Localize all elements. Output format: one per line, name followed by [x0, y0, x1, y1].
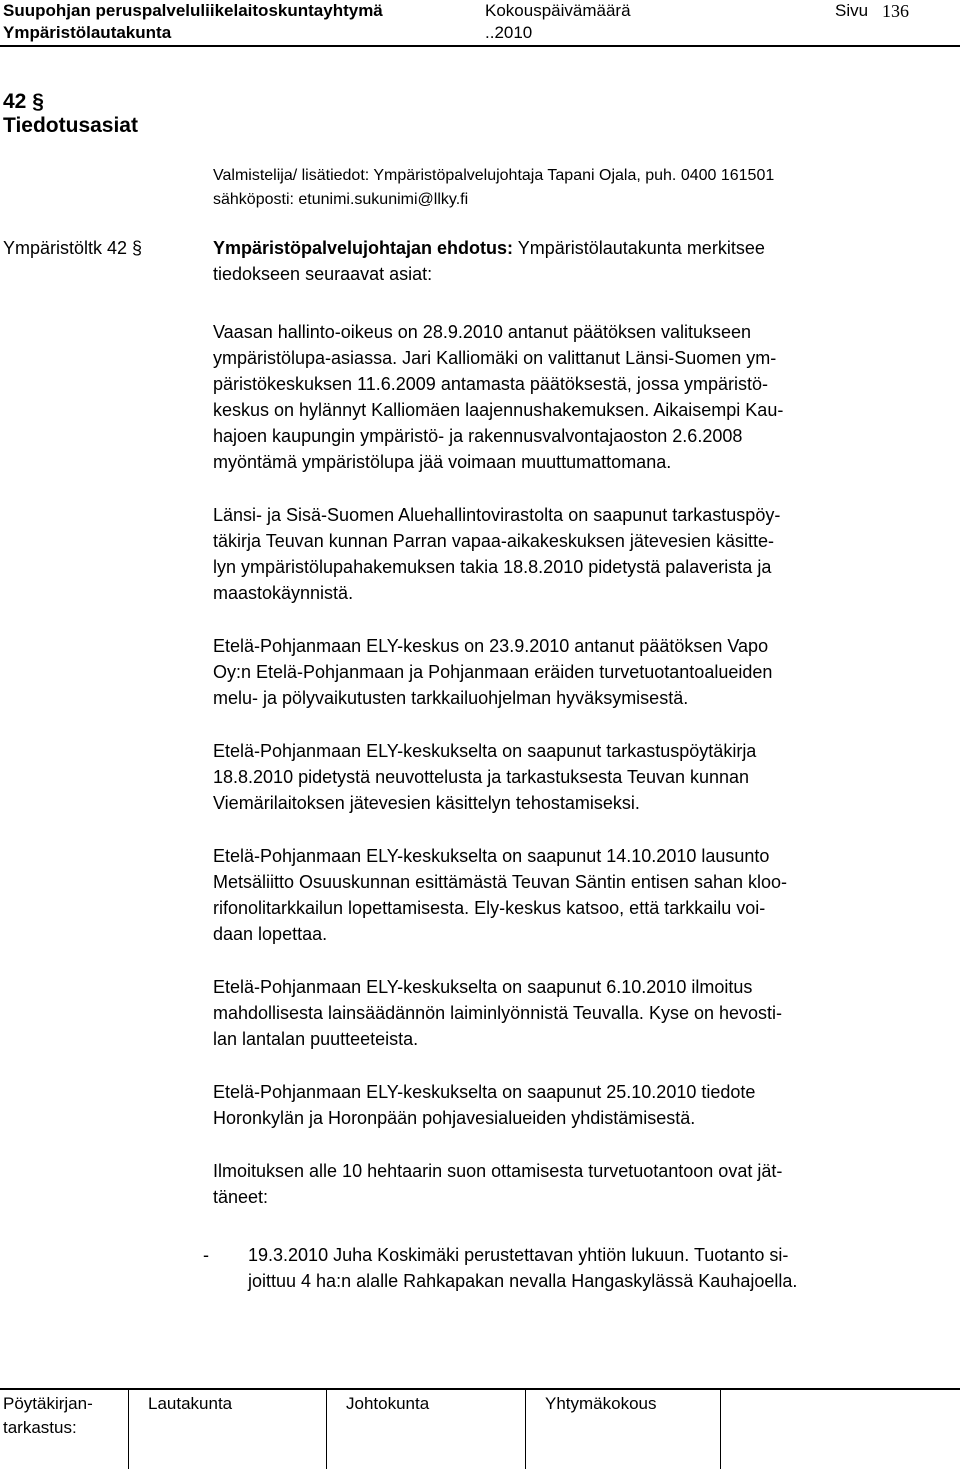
proposal-label: Ympäristöpalvelujohtajan ehdotus: — [213, 238, 514, 258]
paragraph-line: Etelä-Pohjanmaan ELY-keskukselta on saapunut tarkastuspöytäkirja — [213, 741, 757, 761]
paragraph-line: keskus on hylännyt Kalliomäen laajennushakemuksen. Aikaisempi Kau- — [213, 400, 784, 420]
paragraph-line: Viemärilaitoksen jätevesien käsittelyn tehostamiseksi. — [213, 793, 640, 813]
paragraph-line: Horonkylän ja Horonpään pohjavesialueiden yhdistämisestä. — [213, 1108, 696, 1128]
footer-column-separator — [326, 1390, 327, 1469]
paragraph-line: melu- ja pölyvaikutusten tarkkailuohjelman hyväksymisestä. — [213, 688, 689, 708]
organization-name: Suupohjan peruspalveluliikelaitoskuntayhtymä — [3, 1, 383, 20]
notice-paragraph — [213, 1079, 933, 1131]
paragraph-line: 18.8.2010 pidetystä neuvottelusta ja tarkastuksesta Teuvan kunnan — [213, 767, 750, 787]
paragraph-line: Etelä-Pohjanmaan ELY-keskus on 23.9.2010 antanut päätöksen Vapo — [213, 636, 769, 656]
proposal-text-continued: tiedokseen seuraavat asiat: — [213, 264, 433, 284]
paragraph-line: päristökeskuksen 11.6.2009 antamasta päätöksestä, jossa ympäristö- — [213, 374, 768, 394]
paragraph-line: Ilmoituksen alle 10 hehtaarin suon ottamisesta turvetuotantoon ovat jät- — [213, 1161, 783, 1181]
paragraph-line: lan lantalan puutteeteista. — [213, 1029, 419, 1049]
section-title: Tiedotusasiat — [3, 114, 138, 137]
page-label: Sivu — [835, 1, 869, 20]
footer-assembly: Yhtymäkokous — [545, 1394, 657, 1413]
preparer-line: Valmistelija/ lisätiedot: Ympäristöpalvelujohtaja Tapani Ojala, puh. 0400 161501 — [213, 167, 775, 184]
meeting-date: ..2010 — [485, 23, 533, 42]
paragraph-line: Etelä-Pohjanmaan ELY-keskukselta on saapunut 14.10.2010 lausunto — [213, 846, 770, 866]
date-label: Kokouspäivämäärä — [485, 1, 631, 20]
page-number: 136 — [882, 1, 909, 21]
notice-paragraph — [213, 843, 933, 947]
list-item — [203, 1242, 933, 1294]
footer-minutes-check-line2: tarkastus: — [3, 1418, 77, 1437]
footer-divider — [0, 1388, 960, 1390]
preparer-info — [213, 164, 913, 212]
footer-minutes-check — [3, 1392, 93, 1440]
committee-name: Ympäristölautakunta — [3, 23, 172, 42]
preparer-email-line: sähköposti: etunimi.sukunimi@llky.fi — [213, 191, 469, 208]
notice-paragraph — [213, 319, 933, 475]
paragraph-line: Etelä-Pohjanmaan ELY-keskukselta on saapunut 25.10.2010 tiedote — [213, 1082, 756, 1102]
header-divider — [0, 45, 960, 47]
margin-reference: Ympäristöltk 42 § — [3, 238, 143, 258]
paragraph-line: mahdollisesta lainsäädännön laiminlyönnistä Teuvalla. Kyse on hevosti- — [213, 1003, 783, 1023]
proposal-paragraph — [213, 235, 933, 287]
list-bullet: - — [203, 1245, 209, 1265]
paragraph-line: daan lopettaa. — [213, 924, 328, 944]
paragraph-line: myöntämä ympäristölupa jää voimaan muuttumattomana. — [213, 452, 672, 472]
proposal-text: Ympäristölautakunta merkitsee — [513, 238, 765, 258]
footer-column-separator — [128, 1390, 129, 1469]
paragraph-line: täneet: — [213, 1187, 269, 1207]
paragraph-line: lyn ympäristölupahakemuksen takia 18.8.2010 pidetystä palaverista ja — [213, 557, 772, 577]
footer-board: Lautakunta — [148, 1394, 233, 1413]
notice-paragraph — [213, 1158, 933, 1210]
paragraph-line: Vaasan hallinto-oikeus on 28.9.2010 antanut päätöksen valitukseen — [213, 322, 752, 342]
notice-paragraph — [213, 502, 933, 606]
paragraph-line: hajoen kaupungin ympäristö- ja rakennusvalvontajaoston 2.6.2008 — [213, 426, 743, 446]
list-item-line: joittuu 4 ha:n alalle Rahkapakan nevalla Hangaskylässä Kauhajoella. — [248, 1271, 798, 1291]
section-number: 42 § — [3, 90, 44, 113]
paragraph-line: ympäristölupa-asiassa. Jari Kalliomäki on valittanut Länsi-Suomen ym- — [213, 348, 777, 368]
paragraph-line: Oy:n Etelä-Pohjanmaan ja Pohjanmaan eräiden turvetuotantoalueiden — [213, 662, 773, 682]
items-list — [203, 319, 933, 1294]
paragraph-line: Länsi- ja Sisä-Suomen Aluehallintovirastolta on saapunut tarkastuspöy- — [213, 505, 781, 525]
document-body — [203, 235, 933, 1294]
footer-minutes-check-line1: Pöytäkirjan- — [3, 1394, 93, 1413]
paragraph-line: maastokäynnistä. — [213, 583, 354, 603]
footer-executive: Johtokunta — [346, 1394, 430, 1413]
paragraph-line: rifonolitarkkailun lopettamisesta. Ely-keskus katsoo, että tarkkailu voi- — [213, 898, 766, 918]
notice-paragraph — [213, 738, 933, 816]
footer-column-separator — [720, 1390, 721, 1469]
footer-column-separator — [525, 1390, 526, 1469]
list-item-line: 19.3.2010 Juha Koskimäki perustettavan yhtiön lukuun. Tuotanto si- — [248, 1245, 789, 1265]
paragraph-line: täkirja Teuvan kunnan Parran vapaa-aikakeskuksen jätevesien käsitte- — [213, 531, 774, 551]
notice-paragraph — [213, 974, 933, 1052]
paragraph-line: Metsäliitto Osuuskunnan esittämästä Teuvan Säntin entisen sahan kloo- — [213, 872, 788, 892]
notice-paragraph — [213, 633, 933, 711]
paragraph-line: Etelä-Pohjanmaan ELY-keskukselta on saapunut 6.10.2010 ilmoitus — [213, 977, 753, 997]
